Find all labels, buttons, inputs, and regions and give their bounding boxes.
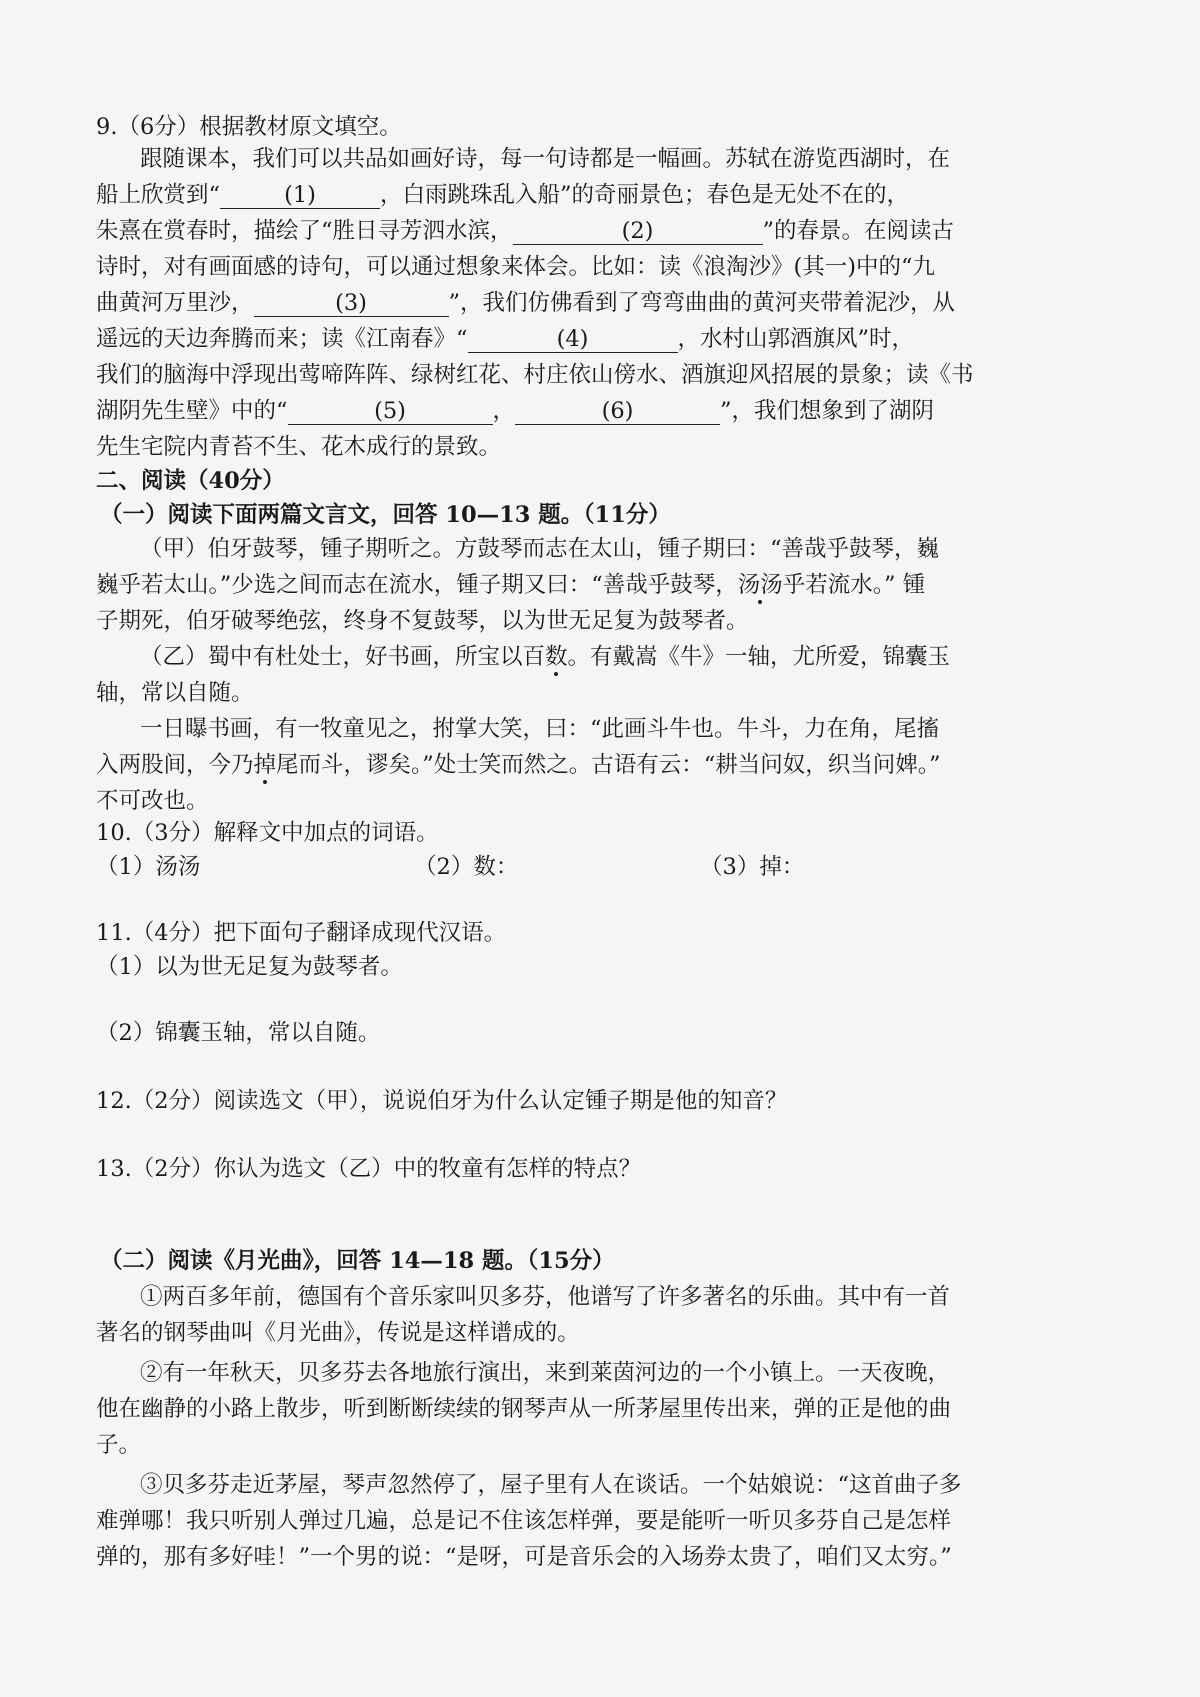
- text: 入两股间，今乃: [96, 752, 254, 778]
- text: 船上欣赏到“: [96, 182, 221, 208]
- q11-item-2: （2）锦囊玉轴，常以自随。: [96, 1020, 381, 1046]
- text: 湖阴先生壁》中的“: [96, 398, 288, 424]
- q9-line-3: [96, 216, 954, 246]
- subsection-1-title: （一）阅读下面两篇文言文，回答 10—13 题。（11分）: [100, 502, 671, 528]
- text: 乎若流水。” 锺: [782, 572, 926, 598]
- q9-line-2: [96, 180, 909, 210]
- dotted-word-2: 数: [545, 644, 568, 670]
- passage-2-line-2: 著名的钢琴曲叫《月光曲》，传说是这样谱成的。: [96, 1320, 580, 1346]
- passage-yi-line-4: [96, 750, 941, 780]
- dotted-word-1: 汤汤: [737, 572, 783, 598]
- q9-line-7: 我们的脑海中浮现出莺啼阵阵、绿树红花、村庄依山傍水、酒旗迎风招展的景象；读《书: [96, 362, 974, 388]
- text: 曲黄河万里沙，: [96, 290, 254, 316]
- fill-blank-6[interactable]: (6): [515, 398, 720, 425]
- q9-line-5: [96, 288, 955, 318]
- q9-line-4: 诗时，对有画面感的诗句，可以通过想象来体会。比如：读《浪淘沙》(其一)中的“九: [96, 254, 936, 280]
- passage-yi-line-2: 轴，常以自随。: [96, 680, 254, 706]
- q9-line-9: 先生宅院内青苔不生、花木成行的景致。: [96, 434, 502, 460]
- q13-title: 13.（2分）你认为选文（乙）中的牧童有怎样的特点？: [96, 1156, 642, 1182]
- q10-item-2: （2）数：: [414, 854, 519, 880]
- passage-2-line-6: ③贝多芬走近茅屋，琴声忽然停了，屋子里有人在谈话。一个姑娘说：“这首曲子多: [140, 1472, 962, 1498]
- q9-line-8: [96, 396, 934, 426]
- text: 遥远的天边奔腾而来；读《江南春》“: [96, 326, 468, 352]
- q9-line-1: 跟随课本，我们可以共品如画好诗，每一句诗都是一幅画。苏轼在游览西湖时，在: [140, 146, 951, 172]
- passage-yi-line-5: 不可改也。: [96, 788, 209, 814]
- passage-jia-line-3: 子期死，伯牙破琴绝弦，终身不复鼓琴，以为世无足复为鼓琴者。: [96, 608, 749, 634]
- fill-blank-4[interactable]: (4): [468, 326, 678, 353]
- q9-title: 9.（6分）根据教材原文填空。: [96, 114, 402, 140]
- q12-title: 12.（2分）阅读选文（甲），说说伯牙为什么认定锺子期是他的知音？: [96, 1088, 788, 1114]
- subsection-2-title: （二）阅读《月光曲》，回答 14—18 题。（15分）: [100, 1248, 615, 1274]
- fill-blank-1[interactable]: (1): [220, 182, 380, 209]
- text: ，白雨跳珠乱入船”的奇丽景色；春色是无处不在的，: [380, 182, 910, 208]
- section-2-title: 二、阅读（40分）: [96, 468, 285, 494]
- q10-title: 10.（3分）解释文中加点的词语。: [96, 820, 439, 846]
- q10-item-3: （3）掉：: [700, 854, 805, 880]
- passage-jia-line-1: （甲）伯牙鼓琴，锺子期听之。方鼓琴而志在太山，锺子期曰：“善哉乎鼓琴，巍: [140, 536, 940, 562]
- q11-item-1: （1）以为世无足复为鼓琴者。: [96, 954, 403, 980]
- text: ”的春景。在阅读古: [762, 218, 955, 244]
- text: （乙）蜀中有杜处士，好书画，所宝以百: [140, 644, 546, 670]
- text: 巍乎若太山。”少选之间而志在流水，锺子期又曰：“善哉乎鼓琴，: [96, 572, 738, 598]
- passage-2-line-8: 弹的，那有多好哇！”一个男的说：“是呀，可是音乐会的入场券太贵了，咱们又太穷。”: [96, 1544, 952, 1570]
- text: ，水村山郭酒旗风”时，: [677, 326, 915, 352]
- passage-yi-line-1: [140, 642, 950, 672]
- fill-blank-2[interactable]: (2): [513, 218, 763, 245]
- passage-2-line-3: ②有一年秋天，贝多芬去各地旅行演出，来到莱茵河边的一个小镇上。一天夜晚，: [140, 1360, 951, 1386]
- dotted-word-3: 掉: [253, 752, 277, 778]
- text: 朱熹在赏春时，描绘了“胜日寻芳泗水滨，: [96, 218, 513, 244]
- passage-jia-line-2: [96, 570, 925, 600]
- text: 尾而斗，谬矣。”处士笑而然之。古语有云：“耕当问奴，织当问婢。”: [276, 752, 941, 778]
- q9-line-6: [96, 324, 914, 354]
- q11-title: 11.（4分）把下面句子翻译成现代汉语。: [96, 920, 507, 946]
- passage-2-line-5: 子。: [96, 1432, 142, 1458]
- text: 。有戴嵩《牛》一轴，尤所爱，锦囊玉: [567, 644, 951, 670]
- fill-blank-3[interactable]: (3): [254, 290, 449, 317]
- text: ”，我们想象到了湖阴: [720, 398, 935, 424]
- q10-item-1: （1）汤汤: [96, 854, 201, 880]
- fill-blank-5[interactable]: (5): [288, 398, 493, 425]
- passage-2-line-1: ①两百多年前，德国有个音乐家叫贝多芬，他谱写了许多著名的乐曲。其中有一首: [140, 1284, 951, 1310]
- passage-yi-line-3: 一日曝书画，有一牧童见之，拊掌大笑，曰：“此画斗牛也。牛斗，力在角，尾搐: [140, 716, 940, 742]
- passage-2-line-7: 难弹哪！我只听别人弹过几遍，总是记不住该怎样弹，要是能听一听贝多芬自己是怎样: [96, 1508, 952, 1534]
- passage-2-line-4: 他在幽静的小路上散步，听到断断续续的钢琴声从一所茅屋里传出来，弹的正是他的曲: [96, 1396, 952, 1422]
- text: ，: [492, 398, 516, 424]
- text: ”，我们仿佛看到了弯弯曲曲的黄河夹带着泥沙，从: [448, 290, 956, 316]
